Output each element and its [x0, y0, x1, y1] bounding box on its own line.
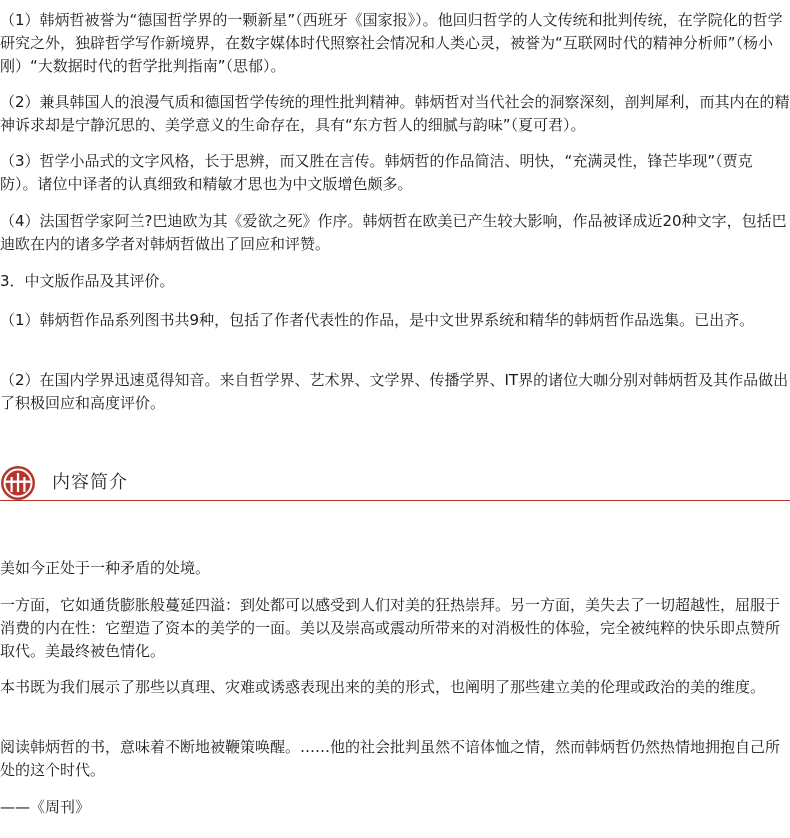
section-divider — [0, 500, 790, 501]
intro-paragraph-paradox: 美如今正处于一种矛盾的处境。 — [0, 559, 211, 577]
paragraph-badiou-preface: （4）法国哲学家阿兰?巴迪欧为其《爱欲之死》作序。韩炳哲在欧美已产生较大影响，作品被译成近20种文字，包括巴迪欧在内的诸多学者对韩炳哲做出了回应和评赞。 — [0, 212, 787, 253]
section-title: 内容简介 — [52, 472, 128, 493]
paragraph-chinese-edition-heading: 3．中文版作品及其评价。 — [0, 272, 175, 290]
intro-paragraph-beauty-inflation: 一方面，它如通货膨胀般蔓延四溢：到处都可以感受到人们对美的狂热崇拜。另一方面，美失去了一切超越性，屈服于消费的内在性：它塑造了资本的美学的一面。美以及崇高或震动所带来的对消极性的体验，完全被纯粹的快乐即点赞所取代。美最终被色情化。 — [0, 596, 781, 660]
paragraph-korean-temperament: （2）兼具韩国人的浪漫气质和德国哲学传统的理性批判精神。韩炳哲对当代社会的洞察深刻，剖判犀利，而其内在的精神诉求却是宁静沉思的、美学意义的生命存在，具有“东方哲人的细腻与韵味”（夏可君）。 — [0, 93, 790, 134]
intro-paragraph-book-scope: 本书既为我们展示了那些以真理、灾难或诱惑表现出来的美的形式，也阐明了那些建立美的伦理或政治的美的维度。 — [0, 678, 766, 696]
citic-logo-icon — [0, 465, 36, 501]
paragraph-domestic-reception: （2）在国内学界迅速觅得知音。来自哲学界、艺术界、文学界、传播学界、IT界的诸位大咖分别对韩炳哲及其作品做出了积极回应和高度评价。 — [0, 371, 789, 412]
paragraph-writing-style: （3）哲学小品式的文字风格，长于思辨，而又胜在言传。韩炳哲的作品简洁、明快，“充满灵性，锋芒毕现”（贾克防）。诸位中译者的认真细致和精敏才思也为中文版增色颇多。 — [0, 152, 753, 193]
paragraph-reputation: （1）韩炳哲被誉为“德国哲学界的一颗新星”（西班牙《国家报》）。他回归哲学的人文传统和批判传统，在学院化的哲学研究之外，独辟哲学写作新境界，在数字媒体时代照察社会情况和人类心灵，被誉为“互联网时代的精神分析师”（杨小刚）“大数据时代的哲学批判指南”（思郁）。 — [0, 11, 783, 75]
paragraph-series-books: （1）韩炳哲作品系列图书共9种，包括了作者代表性的作品，是中文世界系统和精华的韩炳哲作品选集。已出齐。 — [0, 311, 755, 329]
intro-paragraph-quote-source: ——《周刊》 — [0, 798, 91, 816]
section-header-intro — [0, 463, 790, 503]
intro-paragraph-review-quote: 阅读韩炳哲的书，意味着不断地被鞭策唤醒。……他的社会批判虽然不谙体恤之情，然而韩炳哲仍然热情地拥抱自己所处的这个时代。 — [0, 738, 781, 779]
